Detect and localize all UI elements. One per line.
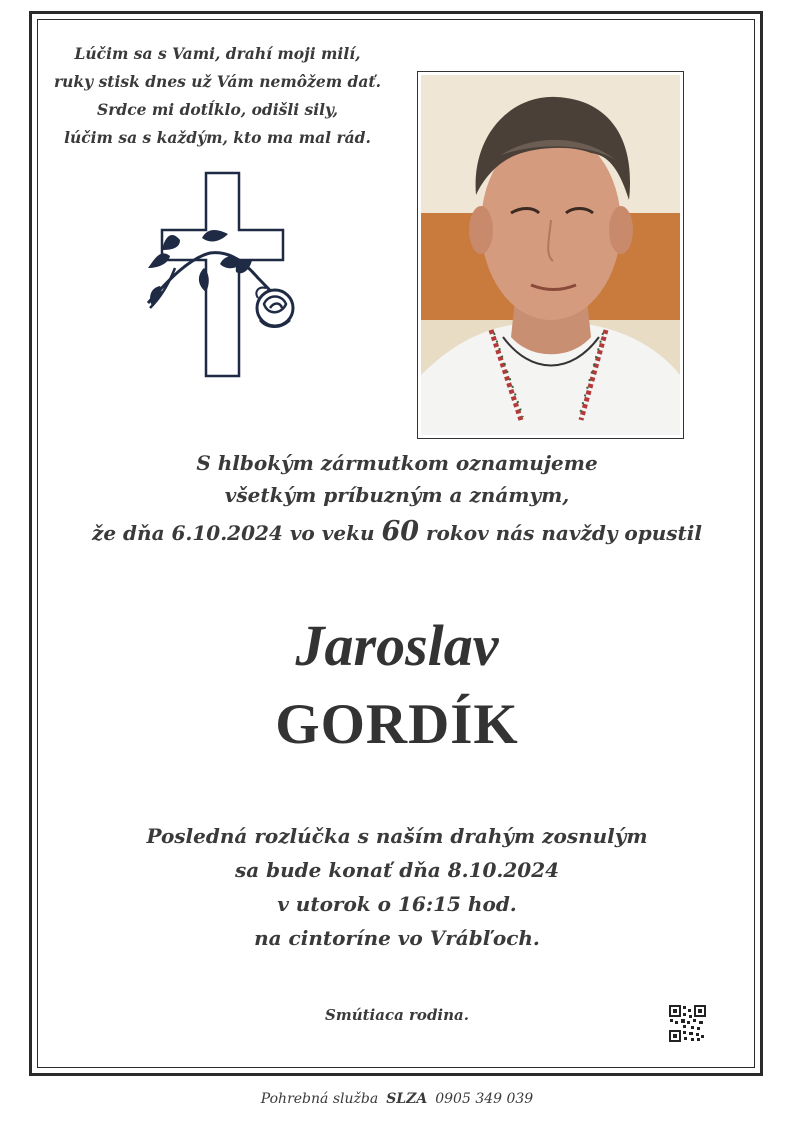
deceased-last-name: GORDÍK xyxy=(275,693,519,756)
cross-with-rose-icon xyxy=(140,168,305,383)
farewell-poem xyxy=(50,40,385,152)
announcement-line-3 xyxy=(40,516,754,547)
age-value: 60 xyxy=(381,516,420,547)
portrait-photo xyxy=(417,71,684,439)
announcement-line-1: S hlbokým zármutkom oznamujeme xyxy=(196,451,598,475)
deceased-first-name: Jaroslav xyxy=(295,613,499,678)
signature: Smútiaca rodina. xyxy=(325,1006,469,1024)
date-of-death: 6.10.2024 xyxy=(171,521,283,545)
funeral-line: sa bude konať dňa 8.10.2024 xyxy=(234,858,560,882)
qr-code-icon[interactable] xyxy=(669,1005,706,1042)
announcement-text: že dňa xyxy=(92,521,165,545)
poem-line: Lúčim sa s Vami, drahí moji milí, xyxy=(74,44,361,63)
phone-number: 0905 349 039 xyxy=(435,1091,534,1107)
service-label: Pohrebná služba xyxy=(260,1091,379,1107)
announcement-line-2: všetkým príbuzným a známym, xyxy=(224,483,570,507)
funeral-line: Posledná rozlúčka s naším drahým zosnulým xyxy=(146,824,648,848)
funeral-line: v utorok o 16:15 hod. xyxy=(277,892,517,916)
funeral-line: na cintoríne vo Vrábľoch. xyxy=(254,926,540,950)
announcement-text: vo veku xyxy=(289,521,375,545)
funeral-service-footer xyxy=(0,1091,794,1107)
poem-line: lúčim sa s každým, kto ma mal rád. xyxy=(64,128,371,147)
poem-line: ruky stisk dnes už Vám nemôžem dať. xyxy=(54,72,381,91)
company-name: SLZA xyxy=(386,1091,428,1107)
announcement-text: rokov nás navždy opustil xyxy=(426,521,702,545)
funeral-details xyxy=(40,819,754,955)
poem-line: Srdce mi dotĺklo, odišli sily, xyxy=(97,100,338,119)
